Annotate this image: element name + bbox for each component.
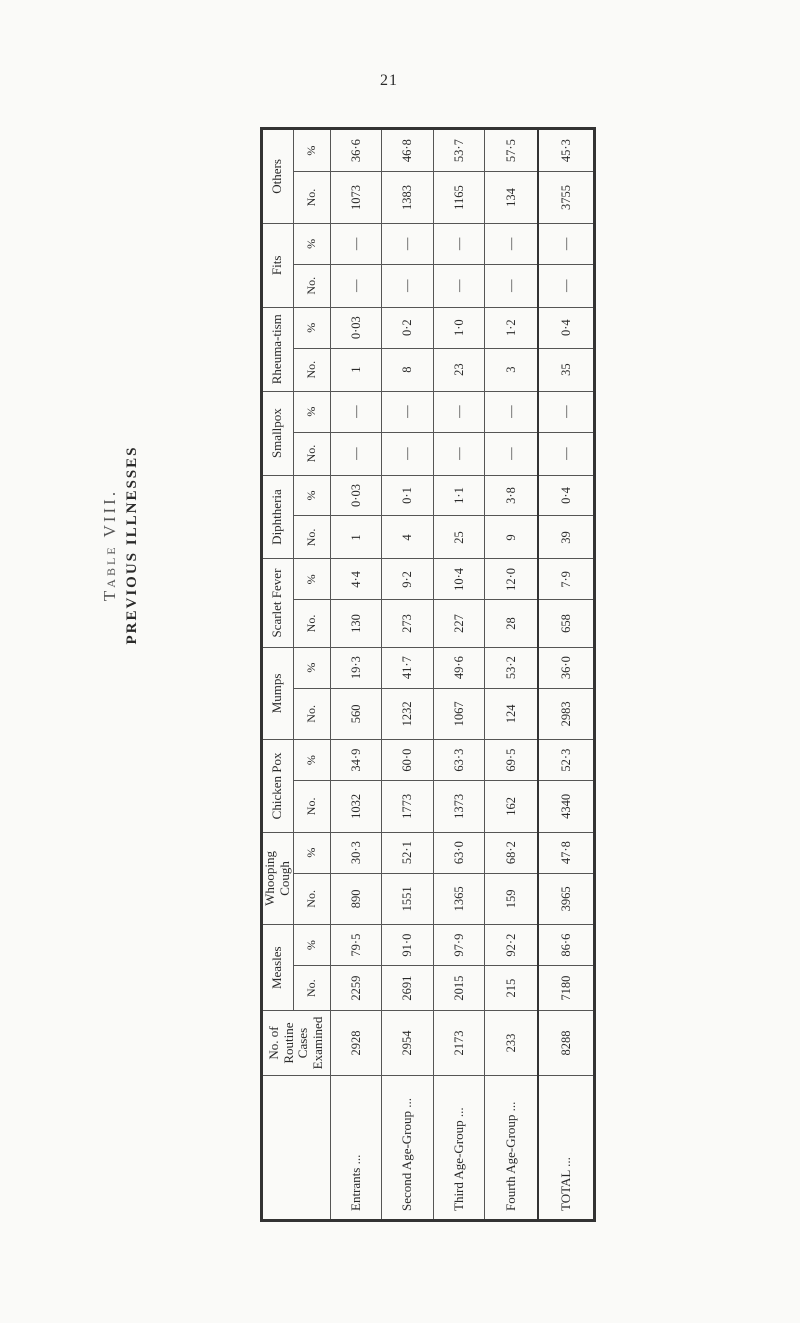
subheader-no: No. xyxy=(293,600,330,647)
subheader-pct: % xyxy=(293,391,330,432)
subheader-no: No. xyxy=(293,172,330,224)
percent-cell: — xyxy=(330,223,382,264)
percent-cell: — xyxy=(485,391,538,432)
subheader-pct: % xyxy=(293,129,330,172)
percent-cell: 68·2 xyxy=(485,832,538,873)
count-cell: 159 xyxy=(485,873,538,925)
table-body xyxy=(330,129,594,1221)
row-label: Fourth Age-Group ... xyxy=(485,1075,538,1220)
count-cell: — xyxy=(382,264,434,307)
count-cell: 28 xyxy=(485,600,538,647)
count-cell: — xyxy=(538,264,594,307)
percent-cell: 41·7 xyxy=(382,647,434,688)
count-cell: — xyxy=(485,264,538,307)
examined-cell: 2928 xyxy=(330,1011,382,1076)
group-header-diphtheria: Diphtheria xyxy=(262,475,294,559)
percent-cell: — xyxy=(382,391,434,432)
count-cell: 560 xyxy=(330,688,382,740)
subheader-no: No. xyxy=(293,348,330,391)
percent-cell: 63·3 xyxy=(433,740,485,781)
table-title: PREVIOUS ILLNESSES xyxy=(124,445,140,645)
subheader-no: No. xyxy=(293,688,330,740)
percent-cell: 63·0 xyxy=(433,832,485,873)
count-cell: 1383 xyxy=(382,172,434,224)
percent-cell: 92·2 xyxy=(485,925,538,966)
count-cell: 1032 xyxy=(330,781,382,833)
percent-cell: 0·2 xyxy=(382,307,434,348)
percent-cell: 9·2 xyxy=(382,559,434,600)
count-cell: — xyxy=(330,264,382,307)
row-label: Entrants ... xyxy=(330,1075,382,1220)
percent-cell: 0·4 xyxy=(538,475,594,516)
examined-cell: 2173 xyxy=(433,1011,485,1076)
count-cell: 9 xyxy=(485,516,538,559)
percent-cell: 3·8 xyxy=(485,475,538,516)
table-heading xyxy=(100,285,160,805)
count-cell: 2015 xyxy=(433,966,485,1011)
count-cell: 7180 xyxy=(538,966,594,1011)
count-cell: 227 xyxy=(433,600,485,647)
percent-cell: 46·8 xyxy=(382,129,434,172)
count-cell: 1073 xyxy=(330,172,382,224)
percent-cell: 53·2 xyxy=(485,647,538,688)
table-row xyxy=(433,129,485,1221)
percent-cell: 1·2 xyxy=(485,307,538,348)
subheader-pct: % xyxy=(293,223,330,264)
page-number: 21 xyxy=(380,72,398,89)
count-cell: 124 xyxy=(485,688,538,740)
group-header-measles: Measles xyxy=(262,925,294,1011)
percent-cell: 19·3 xyxy=(330,647,382,688)
subheader-pct: % xyxy=(293,307,330,348)
table-row xyxy=(382,129,434,1221)
count-cell: 35 xyxy=(538,348,594,391)
examined-cell: 233 xyxy=(485,1011,538,1076)
row-label: Third Age-Group ... xyxy=(433,1075,485,1220)
percent-cell: 0·03 xyxy=(330,307,382,348)
count-cell: 2259 xyxy=(330,966,382,1011)
count-cell: 215 xyxy=(485,966,538,1011)
count-cell: 162 xyxy=(485,781,538,833)
percent-cell: 34·9 xyxy=(330,740,382,781)
group-header-mumps: Mumps xyxy=(262,647,294,740)
percent-cell: 53·7 xyxy=(433,129,485,172)
percent-cell: 10·4 xyxy=(433,559,485,600)
row-label-header xyxy=(262,1075,331,1220)
table-row xyxy=(330,129,382,1221)
row-label: TOTAL ... xyxy=(538,1075,594,1220)
count-cell: — xyxy=(485,432,538,475)
percent-cell: 60·0 xyxy=(382,740,434,781)
percent-cell: 30·3 xyxy=(330,832,382,873)
percent-cell: — xyxy=(538,391,594,432)
count-cell: — xyxy=(330,432,382,475)
percent-cell: 47·8 xyxy=(538,832,594,873)
group-header-rheumatism: Rheuma-tism xyxy=(262,307,294,391)
count-cell: 1373 xyxy=(433,781,485,833)
group-header-others: Others xyxy=(262,129,294,224)
subheader-no: No. xyxy=(293,966,330,1011)
percent-cell: 36·0 xyxy=(538,647,594,688)
percent-cell: — xyxy=(485,223,538,264)
subheader-pct: % xyxy=(293,740,330,781)
group-header-whooping-cough: Whooping Cough xyxy=(262,832,294,925)
group-header-scarlet-fever: Scarlet Fever xyxy=(262,559,294,647)
header-row xyxy=(262,129,294,1221)
count-cell: 1165 xyxy=(433,172,485,224)
count-cell: 1551 xyxy=(382,873,434,925)
count-cell: 130 xyxy=(330,600,382,647)
percent-cell: 91·0 xyxy=(382,925,434,966)
subheader-pct: % xyxy=(293,475,330,516)
percent-cell: 1·0 xyxy=(433,307,485,348)
rotated-table-wrapper xyxy=(260,127,596,1222)
percent-cell: 7·9 xyxy=(538,559,594,600)
percent-cell: 52·3 xyxy=(538,740,594,781)
count-cell: 1067 xyxy=(433,688,485,740)
percent-cell: 36·6 xyxy=(330,129,382,172)
subheader-no: No. xyxy=(293,432,330,475)
percent-cell: — xyxy=(330,391,382,432)
subheader-pct: % xyxy=(293,925,330,966)
percent-cell: 0·1 xyxy=(382,475,434,516)
examined-cell: 8288 xyxy=(538,1011,594,1076)
count-cell: 134 xyxy=(485,172,538,224)
percent-cell: — xyxy=(433,391,485,432)
percent-cell: 12·0 xyxy=(485,559,538,600)
count-cell: 39 xyxy=(538,516,594,559)
count-cell: 890 xyxy=(330,873,382,925)
subheader-pct: % xyxy=(293,832,330,873)
percent-cell: 49·6 xyxy=(433,647,485,688)
count-cell: 4340 xyxy=(538,781,594,833)
count-cell: 25 xyxy=(433,516,485,559)
percent-cell: 0·03 xyxy=(330,475,382,516)
count-cell: 1 xyxy=(330,348,382,391)
table-row xyxy=(538,129,594,1221)
count-cell: 2691 xyxy=(382,966,434,1011)
count-cell: 1 xyxy=(330,516,382,559)
count-cell: 3965 xyxy=(538,873,594,925)
count-cell: 1232 xyxy=(382,688,434,740)
subheader-no: No. xyxy=(293,781,330,833)
count-cell: 4 xyxy=(382,516,434,559)
percent-cell: 1·1 xyxy=(433,475,485,516)
percent-cell: 57·5 xyxy=(485,129,538,172)
examined-header: No. of Routine Cases Examined xyxy=(262,1011,331,1076)
count-cell: 1773 xyxy=(382,781,434,833)
count-cell: 3755 xyxy=(538,172,594,224)
table-row xyxy=(485,129,538,1221)
count-cell: — xyxy=(433,264,485,307)
count-cell: 23 xyxy=(433,348,485,391)
count-cell: 1365 xyxy=(433,873,485,925)
percent-cell: 4·4 xyxy=(330,559,382,600)
count-cell: 273 xyxy=(382,600,434,647)
percent-cell: 0·4 xyxy=(538,307,594,348)
percent-cell: — xyxy=(538,223,594,264)
table-caption: Table VIII. xyxy=(100,488,119,602)
count-cell: 658 xyxy=(538,600,594,647)
count-cell: — xyxy=(433,432,485,475)
percent-cell: 97·9 xyxy=(433,925,485,966)
subheader-pct: % xyxy=(293,559,330,600)
count-cell: 3 xyxy=(485,348,538,391)
subheader-pct: % xyxy=(293,647,330,688)
percent-cell: 79·5 xyxy=(330,925,382,966)
count-cell: 2983 xyxy=(538,688,594,740)
count-cell: 8 xyxy=(382,348,434,391)
percent-cell: 86·6 xyxy=(538,925,594,966)
group-header-smallpox: Smallpox xyxy=(262,391,294,475)
examined-cell: 2954 xyxy=(382,1011,434,1076)
count-cell: — xyxy=(382,432,434,475)
previous-illnesses-table xyxy=(260,127,596,1222)
subheader-no: No. xyxy=(293,873,330,925)
percent-cell: — xyxy=(433,223,485,264)
percent-cell: — xyxy=(382,223,434,264)
count-cell: — xyxy=(538,432,594,475)
percent-cell: 69·5 xyxy=(485,740,538,781)
group-header-fits: Fits xyxy=(262,223,294,307)
group-header-chicken-pox: Chicken Pox xyxy=(262,740,294,833)
subheader-no: No. xyxy=(293,264,330,307)
percent-cell: 52·1 xyxy=(382,832,434,873)
row-label: Second Age-Group ... xyxy=(382,1075,434,1220)
percent-cell: 45·3 xyxy=(538,129,594,172)
subheader-no: No. xyxy=(293,516,330,559)
